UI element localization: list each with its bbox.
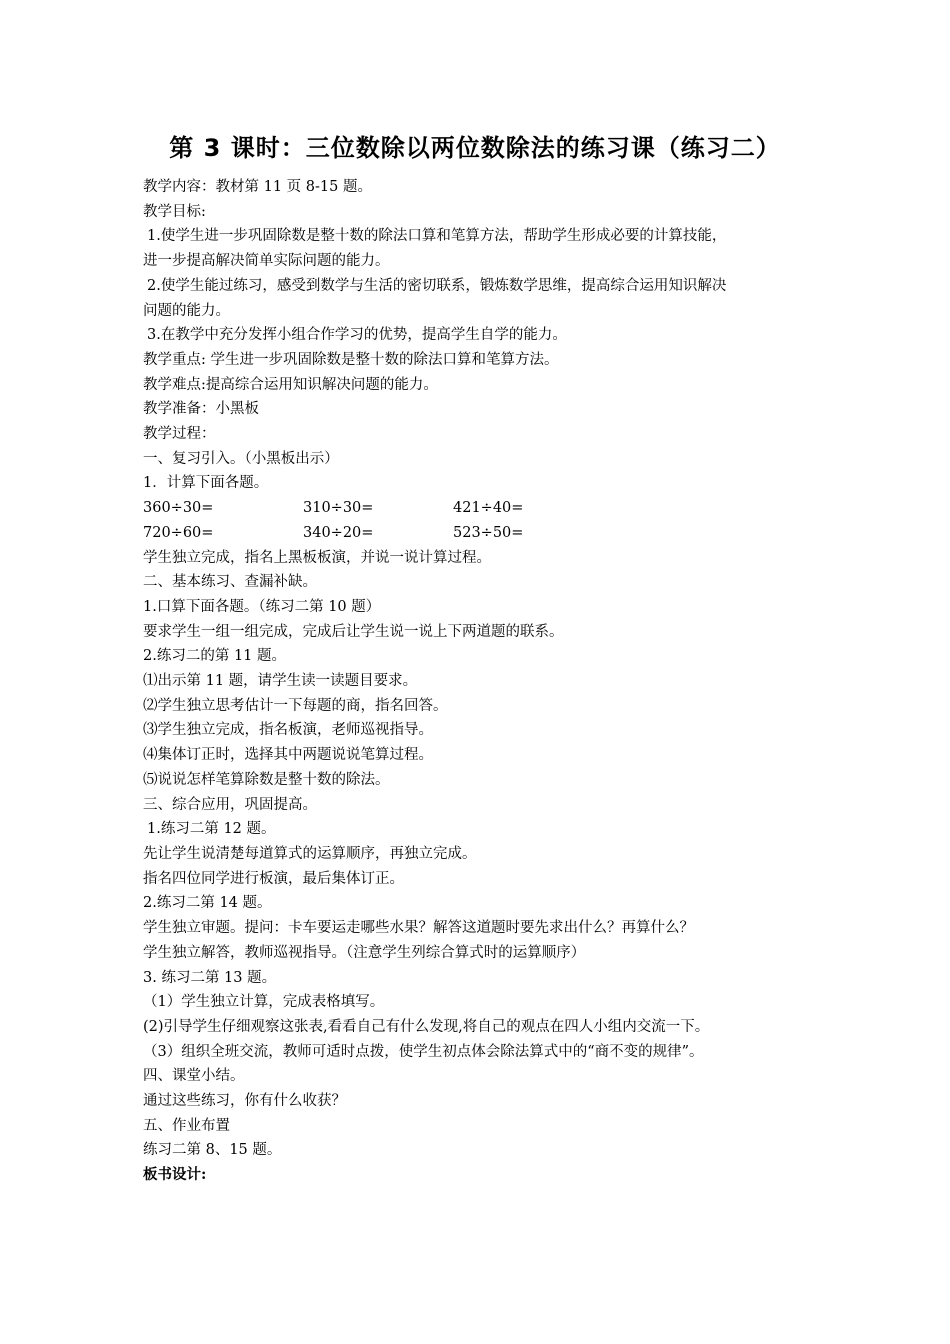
text-line: 教学准备：小黑板 xyxy=(143,401,259,418)
text-line: ⑸说说怎样笔算除数是整十数的除法。 xyxy=(143,771,390,788)
text-line: 2.练习二的第 11 题。 xyxy=(143,648,287,665)
text-line: 学生独立解答，教师巡视指导。（注意学生列综合算式时的运算顺序） xyxy=(143,944,586,961)
text-line: ⑴出示第 11 题，请学生读一读题目要求。 xyxy=(143,673,418,690)
text-line: 3.在教学中充分发挥小组合作学习的优势，提高学生自学的能力。 xyxy=(147,327,567,344)
text-line: 教学内容：教材第 11 页 8-15 题。 xyxy=(143,179,372,195)
text-line: 2.使学生能过练习，感受到数学与生活的密切联系，锻炼数学思维，提高综合运用知识解决 xyxy=(147,277,727,294)
text-line: 先让学生说清楚每道算式的运算顺序，再独立完成。 xyxy=(143,845,477,862)
section-heading: 四、课堂小结。 xyxy=(143,1068,245,1085)
section-heading: 二、基本练习、查漏补缺。 xyxy=(143,574,317,591)
text-line: （3）组织全班交流，教师可适时点拨，使学生初点体会除法算式中的“商不变的规律”。 xyxy=(143,1043,704,1060)
section-heading: 三、综合应用，巩固提高。 xyxy=(143,796,317,813)
calc-item: 340÷20= xyxy=(303,524,374,541)
calc-row xyxy=(143,521,823,546)
text-line: 通过这些练习，你有什么收获？ xyxy=(143,1093,346,1110)
section-heading: 一、复习引入。（小黑板出示） xyxy=(143,450,339,467)
board-design-heading: 板书设计: xyxy=(143,1166,207,1184)
text-line: 问题的能力。 xyxy=(143,302,230,319)
text-line: ⑵学生独立思考估计一下每题的商，指名回答。 xyxy=(143,697,448,714)
text-line: 2.练习二第 14 题。 xyxy=(143,895,272,912)
calc-row xyxy=(143,496,823,521)
text-line: 1.口算下面各题。（练习二第 10 题） xyxy=(143,598,381,615)
calc-item: 360÷30= xyxy=(143,500,214,517)
text-line: 教学重点: 学生进一步巩固除数是整十数的除法口算和笔算方法。 xyxy=(143,351,559,368)
text-line: (2)引导学生仔细观察这张表,看看自己有什么发现,将自己的观点在四人小组内交流一下。 xyxy=(143,1018,710,1035)
calc-item: 720÷60= xyxy=(143,524,214,541)
calc-item: 310÷30= xyxy=(303,500,374,517)
page-title: 第 3 课时：三位数除以两位数除法的练习课（练习二） xyxy=(169,134,781,162)
text-line: 1．计算下面各题。 xyxy=(143,475,269,492)
calc-item: 523÷50= xyxy=(453,524,524,541)
text-line: 教学过程： xyxy=(143,426,216,443)
text-line: 进一步提高解决简单实际问题的能力。 xyxy=(143,253,390,270)
text-line: （1）学生独立计算，完成表格填写。 xyxy=(143,994,385,1011)
section-heading: 五、作业布置 xyxy=(143,1117,230,1134)
text-line: 1.使学生进一步巩固除数是整十数的除法口算和笔算方法，帮助学生形成必要的计算技能， xyxy=(147,228,727,245)
text-line: ⑷集体订正时，选择其中两题说说笔算过程。 xyxy=(143,747,433,764)
text-line: 要求学生一组一组完成，完成后让学生说一说上下两道题的联系。 xyxy=(143,623,564,640)
text-line: 1.练习二第 12 题。 xyxy=(147,821,276,838)
calc-item: 421÷40= xyxy=(453,500,524,517)
text-line: 指名四位同学进行板演，最后集体订正。 xyxy=(143,870,404,887)
text-line: ⑶学生独立完成，指名板演，老师巡视指导。 xyxy=(143,722,433,739)
text-line: 教学目标: xyxy=(143,203,206,220)
text-line: 3. 练习二第 13 题。 xyxy=(143,969,277,986)
text-line: 学生独立完成，指名上黑板板演，并说一说计算过程。 xyxy=(143,549,491,566)
document-body xyxy=(143,175,823,1188)
text-line: 学生独立审题。提问：卡车要运走哪些水果？解答这道题时要先求出什么？再算什么？ xyxy=(143,920,694,937)
text-line: 练习二第 8、15 题。 xyxy=(143,1142,282,1159)
text-line: 教学难点:提高综合运用知识解决问题的能力。 xyxy=(143,376,438,393)
